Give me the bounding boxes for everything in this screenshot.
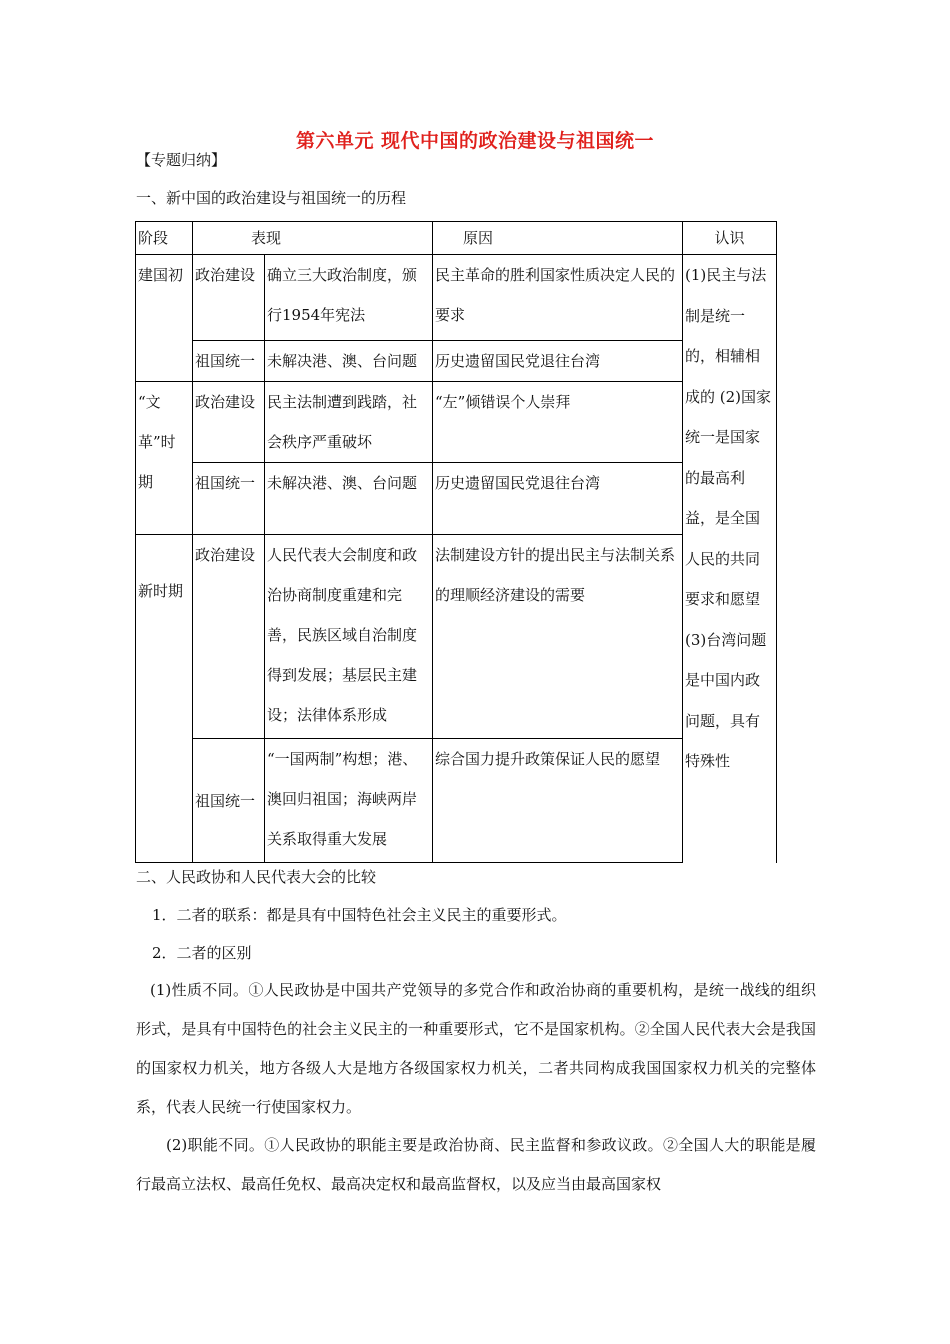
aspect-cell: 祖国统一 (193, 341, 265, 382)
stage-cell: “文革”时期 (136, 382, 193, 535)
aspect-cell: 祖国统一 (193, 463, 265, 535)
detail-cell: 人民代表大会制度和政治协商制度重建和完善，民族区域自治制度得到发展；基层民主建设；法律体系形成 (265, 535, 433, 739)
cause-cell: 历史遗留国民党退往台湾 (433, 463, 683, 535)
cause-cell: 历史遗留国民党退往台湾 (433, 341, 683, 382)
point-connection: 1．二者的联系：都是具有中国特色社会主义民主的重要形式。 (152, 906, 567, 924)
point-difference: 2．二者的区别 (152, 944, 252, 962)
aspect-cell: 政治建设 (193, 382, 265, 463)
insight-cell: (1)民主与法制是统一的，相辅相成的 (2)国家统一是国家的最高利益，是全国人民的共同要求和愿望 (3)台湾问题是中国内政问题，具有特殊性 (683, 255, 777, 863)
stage-cell: 新时期 (136, 535, 193, 863)
section1-heading: 一、新中国的政治建设与祖国统一的历程 (136, 189, 407, 207)
history-table (135, 221, 777, 863)
detail-cell: 确立三大政治制度，颁行1954年宪法 (265, 255, 433, 341)
header-cause: 原因 (433, 222, 683, 255)
detail-cell: 未解决港、澳、台问题 (265, 341, 433, 382)
detail-cell: “一国两制”构想；港、澳回归祖国；海峡两岸关系取得重大发展 (265, 739, 433, 863)
paragraph-function: (2)职能不同。①人民政协的职能主要是政治协商、民主监督和参政议政。②全国人大的职能是履行最高立法权、最高任免权、最高决定权和最高监督权，以及应当由最高国家权 (136, 1136, 816, 1193)
cause-cell: 民主革命的胜利国家性质决定人民的要求 (433, 255, 683, 341)
detail-cell: 民主法制遭到践踏，社会秩序严重破坏 (265, 382, 433, 463)
detail-cell: 未解决港、澳、台问题 (265, 463, 433, 535)
cause-cell: “左”倾错误个人崇拜 (433, 382, 683, 463)
section-label: 【专题归纳】 (136, 151, 227, 169)
section2-heading: 二、人民政协和人民代表大会的比较 (136, 868, 377, 886)
aspect-cell: 政治建设 (193, 255, 265, 341)
aspect-cell: 政治建设 (193, 535, 265, 739)
header-manifestation: 表现 (193, 222, 433, 255)
stage-cell: 建国初 (136, 255, 193, 382)
paragraph-nature: (1)性质不同。①人民政协是中国共产党领导的多党合作和政治协商的重要机构，是统一战线的组织形式，是具有中国特色的社会主义民主的一种重要形式，它不是国家机构。②全国人民代表大会是我国的国家权力机关，地方各级人大是地方各级国家权力机关，二者共同构成我国国家权力机关的完整体系，代表人民统一行使国家权力。 (136, 981, 816, 1116)
header-insight: 认识 (683, 222, 777, 255)
header-stage: 阶段 (136, 222, 193, 255)
cause-cell: 综合国力提升政策保证人民的愿望 (433, 739, 683, 863)
page-title: 第六单元 现代中国的政治建设与祖国统一 (295, 130, 655, 152)
cause-cell: 法制建设方针的提出民主与法制关系的理顺经济建设的需要 (433, 535, 683, 739)
aspect-cell: 祖国统一 (193, 739, 265, 863)
